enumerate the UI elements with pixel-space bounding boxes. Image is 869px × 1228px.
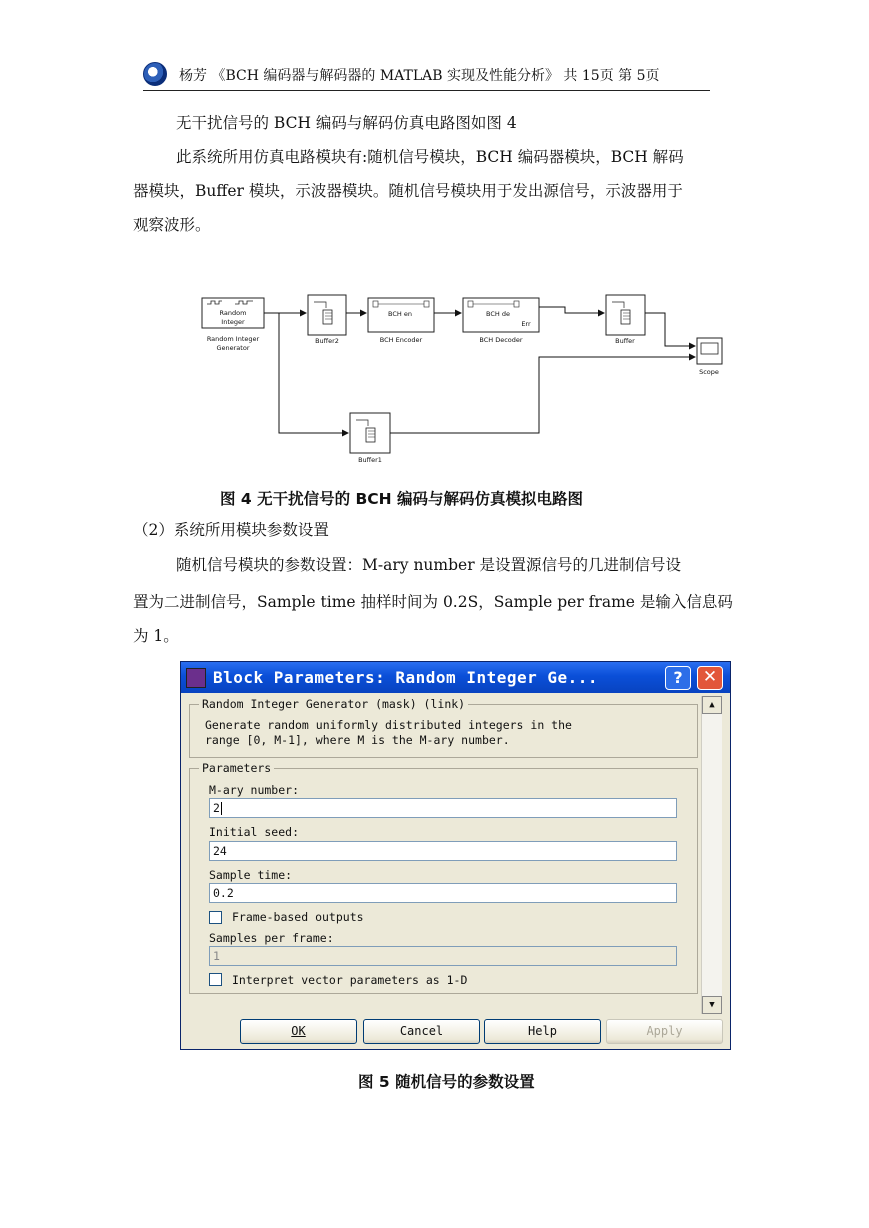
random-inner-label-1: Random [219, 309, 247, 317]
mary-number-label: M-ary number: [209, 783, 300, 797]
sample-time-field[interactable]: 0.2 [209, 883, 677, 903]
sample-time-label: Sample time: [209, 868, 293, 882]
ok-button[interactable] [240, 1019, 357, 1044]
help-title-button[interactable]: ? [665, 666, 691, 690]
figure4-caption: 图 4 无干扰信号的 BCH 编码与解码仿真模拟电路图 [220, 490, 584, 508]
figure5-caption: 图 5 随机信号的参数设置 [358, 1073, 535, 1091]
encoder-label: BCH Encoder [379, 336, 423, 344]
vertical-scrollbar[interactable] [701, 696, 722, 1014]
random-integer-generator-block [202, 298, 264, 328]
simulink-circuit-diagram [195, 285, 735, 470]
page-header [143, 62, 710, 91]
apply-button [606, 1019, 723, 1044]
dialog-titlebar[interactable] [181, 662, 730, 693]
parameters-group-title: Parameters [199, 761, 274, 775]
dialog-title: Block Parameters: Random Integer Ge... [213, 668, 599, 687]
interpret-vector-checkbox[interactable] [209, 973, 222, 986]
encoder-inner-label: BCH en [388, 310, 412, 318]
decoder-label: BCH Decoder [479, 336, 523, 344]
mary-number-field[interactable] [209, 798, 677, 818]
initial-seed-label: Initial seed: [209, 825, 300, 839]
paragraph-2-line-1: 此系统所用仿真电路模块有:随机信号模块，BCH 编码器模块，BCH 解码 [176, 148, 684, 166]
decoder-err-port: Err [521, 320, 531, 328]
buffer-label: Buffer [615, 337, 635, 345]
buffer2-label: Buffer2 [315, 337, 339, 345]
text-cursor [221, 802, 222, 815]
university-logo-icon [143, 62, 167, 86]
close-icon[interactable]: ✕ [697, 666, 723, 690]
paragraph-3-line-2: 置为二进制信号，Sample time 抽样时间为 0.2S，Sample per frame 是输入信息码 [133, 593, 733, 611]
paragraph-1: 无干扰信号的 BCH 编码与解码仿真电路图如图 4 [176, 114, 517, 132]
bch-encoder-block [368, 298, 434, 332]
mary-number-value: 2 [213, 801, 220, 815]
frame-based-label: Frame-based outputs [232, 910, 364, 924]
buffer1-block [350, 413, 390, 453]
bch-decoder-block [463, 298, 539, 332]
cancel-button[interactable] [363, 1019, 480, 1044]
random-inner-label-2: Integer [221, 318, 245, 326]
apply-button-label: Apply [646, 1024, 683, 1038]
section-2-heading: （2）系统所用模块参数设置 [133, 521, 329, 539]
initial-seed-field[interactable]: 24 [209, 841, 677, 861]
help-button[interactable] [484, 1019, 601, 1044]
interpret-vector-label: Interpret vector parameters as 1-D [232, 973, 468, 987]
description-line-2: range [0, M-1], where M is the M-ary number. [205, 733, 510, 747]
paragraph-2-line-2: 器模块，Buffer 模块，示波器模块。随机信号模块用于发出源信号，示波器用于 [133, 182, 683, 200]
random-block-caption-1: Random Integer [206, 335, 260, 343]
ok-button-label: OK [291, 1024, 306, 1038]
buffer1-label: Buffer1 [358, 456, 382, 464]
block-parameters-dialog [180, 661, 731, 1050]
scroll-down-icon[interactable]: ▼ [702, 996, 722, 1014]
header-text: 杨芳 《BCH 编码器与解码器的 MATLAB 实现及性能分析》 共 15页 第 5页 [179, 68, 660, 84]
description-line-1: Generate random uniformly distributed integers in the [205, 718, 572, 732]
scroll-up-icon[interactable]: ▲ [702, 696, 722, 714]
frame-based-checkbox[interactable] [209, 911, 222, 924]
paragraph-3-line-3: 为 1。 [133, 627, 179, 645]
simulink-block-icon [186, 668, 206, 688]
help-button-label: Help [528, 1024, 557, 1038]
random-block-caption-2: Generator [216, 344, 250, 352]
mask-group-title: Random Integer Generator (mask) (link) [199, 697, 468, 711]
cancel-button-label: Cancel [399, 1024, 444, 1038]
buffer2-block [308, 295, 346, 335]
scope-block [697, 338, 722, 364]
paragraph-2-line-3: 观察波形。 [133, 216, 211, 234]
decoder-inner-label: BCH de [486, 310, 510, 318]
paragraph-3-line-1: 随机信号模块的参数设置：M-ary number 是设置源信号的几进制信号设 [176, 556, 682, 574]
samples-per-frame-label: Samples per frame: [209, 931, 334, 945]
buffer-block [606, 295, 645, 335]
samples-per-frame-field: 1 [209, 946, 677, 966]
scope-label: Scope [699, 368, 719, 376]
